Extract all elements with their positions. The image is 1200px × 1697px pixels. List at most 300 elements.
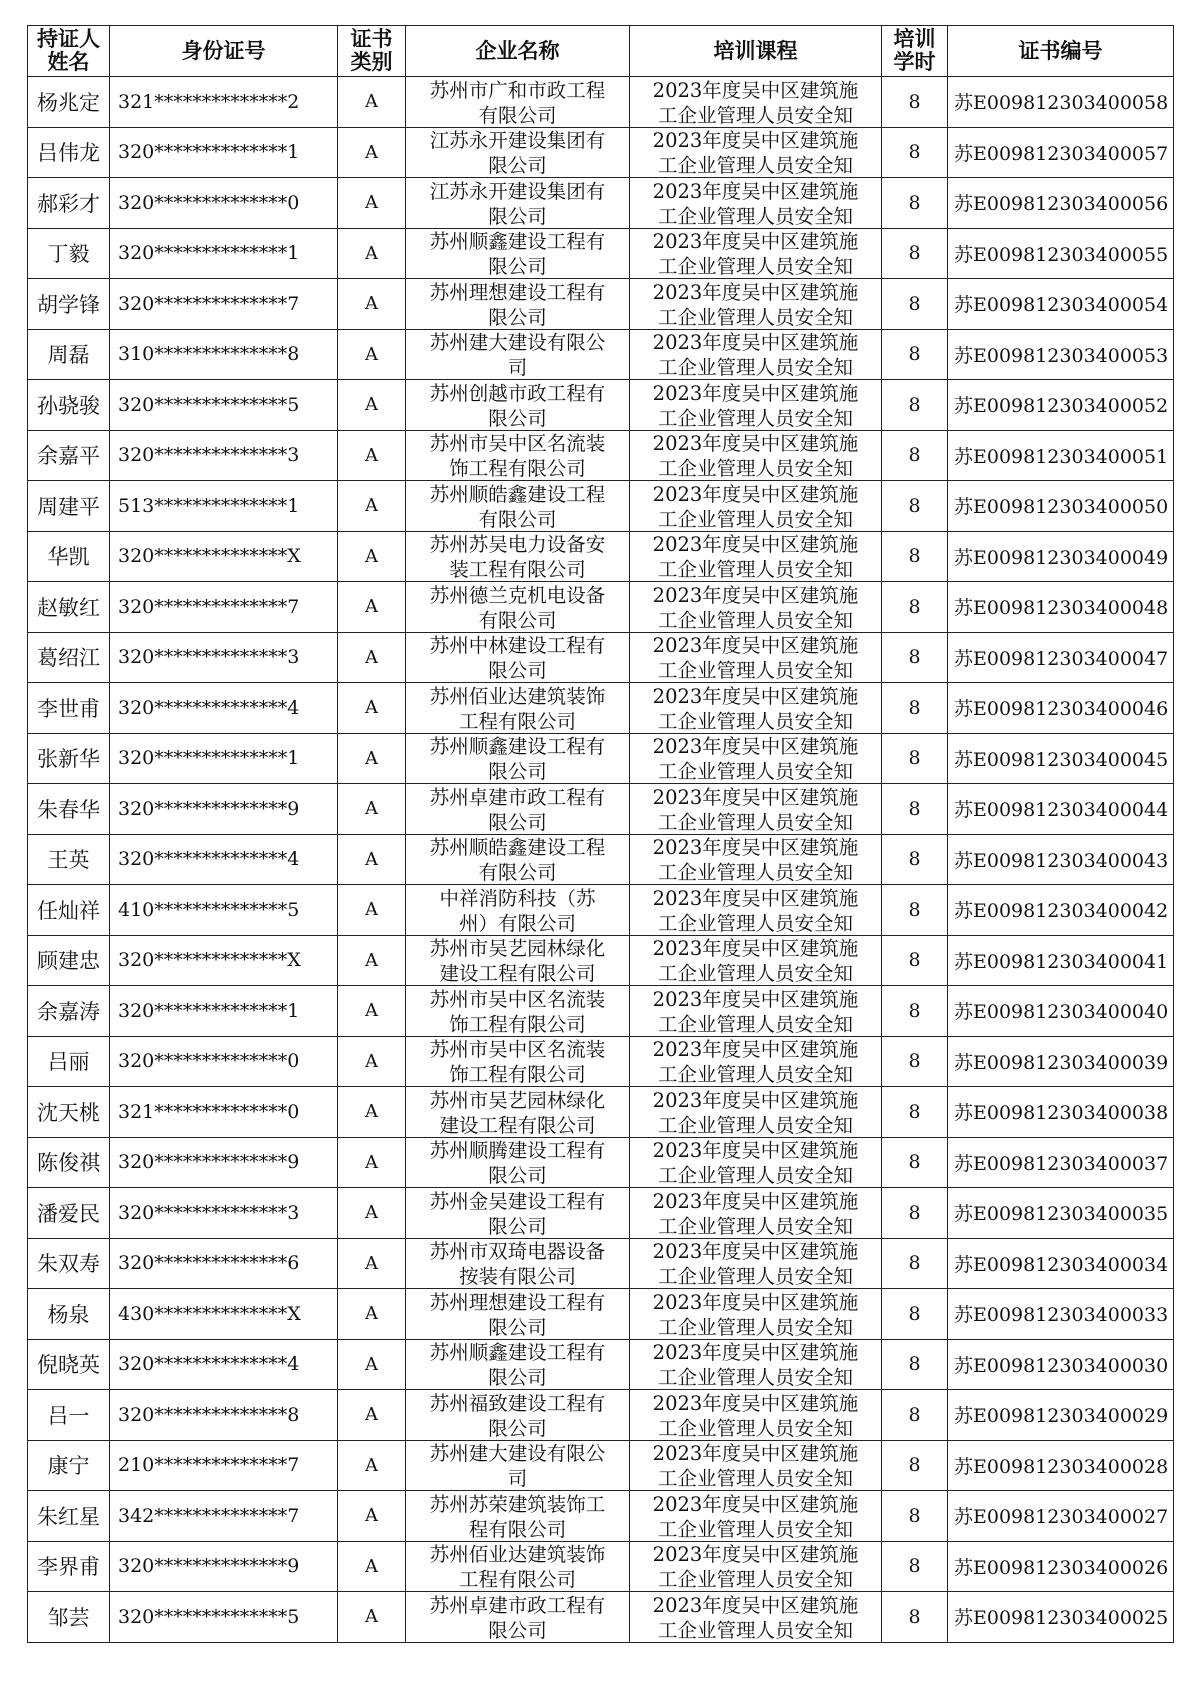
cell-course bbox=[630, 77, 882, 128]
cell-hours: 8 bbox=[882, 733, 948, 784]
table-row bbox=[28, 228, 1174, 279]
cell-id-number: 321**************2 bbox=[110, 77, 338, 128]
cell-id-number: 320**************7 bbox=[110, 279, 338, 330]
cell-hours: 8 bbox=[882, 784, 948, 835]
cell-company bbox=[406, 986, 630, 1037]
cell-course bbox=[630, 1036, 882, 1087]
company-line-2: 有限公司 bbox=[478, 861, 557, 884]
cell-cert-number: 苏E009812303400043 bbox=[948, 834, 1174, 885]
company-line-1: 苏州理想建设工程有 bbox=[429, 280, 606, 304]
company-line-2: 限公司 bbox=[488, 1214, 547, 1237]
company-line-2: 装工程有限公司 bbox=[449, 558, 586, 581]
table-row bbox=[28, 885, 1174, 936]
company-line-1: 苏州市吴艺园林绿化 bbox=[429, 937, 606, 961]
company-line-2: 有限公司 bbox=[478, 507, 557, 530]
cell-cert-category: A bbox=[338, 279, 406, 330]
company-line-1: 苏州市吴艺园林绿化 bbox=[429, 1088, 606, 1112]
company-line-1: 中祥消防科技（苏 bbox=[439, 886, 596, 910]
cell-hours: 8 bbox=[882, 228, 948, 279]
course-line-1: 2023年度吴中区建筑施 bbox=[652, 1088, 859, 1112]
table-header-row bbox=[28, 26, 1174, 77]
company-line-2: 饰工程有限公司 bbox=[449, 457, 586, 480]
cell-cert-category: A bbox=[338, 1289, 406, 1340]
course-line-2: 工企业管理人员安全知 bbox=[657, 608, 853, 631]
cell-holder-name: 胡学锋 bbox=[28, 279, 110, 330]
cell-cert-number: 苏E009812303400035 bbox=[948, 1188, 1174, 1239]
course-line-1: 2023年度吴中区建筑施 bbox=[652, 381, 859, 405]
course-line-1: 2023年度吴中区建筑施 bbox=[652, 886, 859, 910]
cell-hours: 8 bbox=[882, 1541, 948, 1592]
course-line-2: 工企业管理人员安全知 bbox=[657, 255, 853, 278]
table-row bbox=[28, 279, 1174, 330]
cell-company bbox=[406, 430, 630, 481]
cell-cert-category: A bbox=[338, 834, 406, 885]
cell-cert-number: 苏E009812303400041 bbox=[948, 935, 1174, 986]
cell-cert-category: A bbox=[338, 430, 406, 481]
cell-id-number: 320**************5 bbox=[110, 1592, 338, 1643]
course-line-1: 2023年度吴中区建筑施 bbox=[652, 1492, 859, 1516]
table-row bbox=[28, 1440, 1174, 1491]
course-line-1: 2023年度吴中区建筑施 bbox=[652, 583, 859, 607]
course-line-2: 工企业管理人员安全知 bbox=[657, 911, 853, 934]
table-row bbox=[28, 329, 1174, 380]
cell-company bbox=[406, 380, 630, 431]
company-line-2: 限公司 bbox=[488, 1416, 547, 1439]
course-line-1: 2023年度吴中区建筑施 bbox=[652, 533, 859, 557]
header-holder-name: 持证人 姓名 bbox=[28, 26, 110, 77]
cell-holder-name: 朱红星 bbox=[28, 1491, 110, 1542]
course-line-1: 2023年度吴中区建筑施 bbox=[652, 684, 859, 708]
company-line-2: 限公司 bbox=[488, 760, 547, 783]
cell-company bbox=[406, 1036, 630, 1087]
cell-company bbox=[406, 1541, 630, 1592]
cell-course bbox=[630, 1491, 882, 1542]
company-line-2: 限公司 bbox=[488, 1366, 547, 1389]
cell-cert-number: 苏E009812303400039 bbox=[948, 1036, 1174, 1087]
cell-company bbox=[406, 1137, 630, 1188]
cell-hours: 8 bbox=[882, 430, 948, 481]
cell-course bbox=[630, 430, 882, 481]
company-line-2: 限公司 bbox=[488, 1618, 547, 1641]
cell-id-number: 320**************8 bbox=[110, 1390, 338, 1441]
cell-hours: 8 bbox=[882, 127, 948, 178]
cell-holder-name: 杨泉 bbox=[28, 1289, 110, 1340]
cell-hours: 8 bbox=[882, 885, 948, 936]
cell-cert-category: A bbox=[338, 733, 406, 784]
course-line-1: 2023年度吴中区建筑施 bbox=[652, 280, 859, 304]
course-line-2: 工企业管理人员安全知 bbox=[657, 861, 853, 884]
table-row bbox=[28, 1289, 1174, 1340]
course-line-2: 工企业管理人员安全知 bbox=[657, 103, 853, 126]
cell-hours: 8 bbox=[882, 1339, 948, 1390]
company-line-2: 州）有限公司 bbox=[458, 911, 576, 934]
cell-company bbox=[406, 784, 630, 835]
company-line-2: 限公司 bbox=[488, 1164, 547, 1187]
cell-company bbox=[406, 329, 630, 380]
company-line-2: 有限公司 bbox=[478, 103, 557, 126]
company-line-1: 江苏永开建设集团有 bbox=[429, 129, 606, 153]
table-row bbox=[28, 632, 1174, 683]
cell-cert-category: A bbox=[338, 1238, 406, 1289]
cell-course bbox=[630, 481, 882, 532]
cell-id-number: 513**************1 bbox=[110, 481, 338, 532]
cell-holder-name: 潘爱民 bbox=[28, 1188, 110, 1239]
company-line-2: 限公司 bbox=[488, 154, 547, 177]
table-row bbox=[28, 1137, 1174, 1188]
table-row bbox=[28, 784, 1174, 835]
cell-id-number: 310**************8 bbox=[110, 329, 338, 380]
course-line-1: 2023年度吴中区建筑施 bbox=[652, 937, 859, 961]
table-row bbox=[28, 935, 1174, 986]
cell-course bbox=[630, 935, 882, 986]
cell-cert-number: 苏E009812303400030 bbox=[948, 1339, 1174, 1390]
company-line-1: 苏州苏荣建筑装饰工 bbox=[429, 1492, 606, 1516]
course-line-2: 工企业管理人员安全知 bbox=[657, 1012, 853, 1035]
cell-cert-number: 苏E009812303400040 bbox=[948, 986, 1174, 1037]
course-line-2: 工企业管理人员安全知 bbox=[657, 1265, 853, 1288]
company-line-1: 苏州建大建设有限公 bbox=[429, 1442, 606, 1466]
cell-company bbox=[406, 1087, 630, 1138]
cell-holder-name: 李界甫 bbox=[28, 1541, 110, 1592]
cell-cert-number: 苏E009812303400054 bbox=[948, 279, 1174, 330]
table-row bbox=[28, 1541, 1174, 1592]
table-row bbox=[28, 733, 1174, 784]
cell-hours: 8 bbox=[882, 77, 948, 128]
course-line-2: 工企业管理人员安全知 bbox=[657, 1618, 853, 1641]
cell-cert-number: 苏E009812303400056 bbox=[948, 178, 1174, 229]
cell-id-number: 320**************X bbox=[110, 531, 338, 582]
company-line-2: 按装有限公司 bbox=[458, 1265, 576, 1288]
cell-holder-name: 周建平 bbox=[28, 481, 110, 532]
course-line-2: 工企业管理人员安全知 bbox=[657, 507, 853, 530]
company-line-2: 工程有限公司 bbox=[458, 1568, 576, 1591]
table-row bbox=[28, 986, 1174, 1037]
company-line-2: 司 bbox=[507, 1467, 528, 1490]
course-line-1: 2023年度吴中区建筑施 bbox=[652, 1189, 859, 1213]
cell-id-number: 320**************1 bbox=[110, 228, 338, 279]
cell-cert-number: 苏E009812303400037 bbox=[948, 1137, 1174, 1188]
company-line-1: 苏州顺皓鑫建设工程 bbox=[429, 836, 606, 860]
header-id-number: 身份证号 bbox=[110, 26, 338, 77]
cell-hours: 8 bbox=[882, 935, 948, 986]
cell-cert-number: 苏E009812303400027 bbox=[948, 1491, 1174, 1542]
cell-course bbox=[630, 228, 882, 279]
course-line-1: 2023年度吴中区建筑施 bbox=[652, 432, 859, 456]
table-row bbox=[28, 1238, 1174, 1289]
course-line-2: 工企业管理人员安全知 bbox=[657, 457, 853, 480]
course-line-2: 工企业管理人员安全知 bbox=[657, 1164, 853, 1187]
table-row bbox=[28, 531, 1174, 582]
cell-cert-number: 苏E009812303400038 bbox=[948, 1087, 1174, 1138]
company-line-1: 苏州佰业达建筑装饰 bbox=[429, 1543, 606, 1567]
cell-holder-name: 郝彩才 bbox=[28, 178, 110, 229]
company-line-2: 工程有限公司 bbox=[458, 709, 576, 732]
cell-company bbox=[406, 1390, 630, 1441]
cell-hours: 8 bbox=[882, 986, 948, 1037]
cell-cert-number: 苏E009812303400046 bbox=[948, 683, 1174, 734]
course-line-2: 工企业管理人员安全知 bbox=[657, 356, 853, 379]
course-line-1: 2023年度吴中区建筑施 bbox=[652, 78, 859, 102]
cell-cert-number: 苏E009812303400049 bbox=[948, 531, 1174, 582]
cell-holder-name: 顾建忠 bbox=[28, 935, 110, 986]
course-line-2: 工企业管理人员安全知 bbox=[657, 406, 853, 429]
cell-course bbox=[630, 178, 882, 229]
cell-holder-name: 李世甫 bbox=[28, 683, 110, 734]
cell-cert-number: 苏E009812303400034 bbox=[948, 1238, 1174, 1289]
cell-id-number: 320**************9 bbox=[110, 1137, 338, 1188]
cell-cert-number: 苏E009812303400055 bbox=[948, 228, 1174, 279]
cell-cert-category: A bbox=[338, 986, 406, 1037]
cell-id-number: 430**************X bbox=[110, 1289, 338, 1340]
company-line-2: 建设工程有限公司 bbox=[439, 1113, 596, 1136]
cell-cert-category: A bbox=[338, 683, 406, 734]
cell-cert-number: 苏E009812303400047 bbox=[948, 632, 1174, 683]
cell-cert-number: 苏E009812303400025 bbox=[948, 1592, 1174, 1643]
company-line-2: 饰工程有限公司 bbox=[449, 1012, 586, 1035]
course-line-2: 工企业管理人员安全知 bbox=[657, 962, 853, 985]
table-row bbox=[28, 77, 1174, 128]
cell-cert-number: 苏E009812303400050 bbox=[948, 481, 1174, 532]
course-line-1: 2023年度吴中区建筑施 bbox=[652, 1593, 859, 1617]
cell-course bbox=[630, 1238, 882, 1289]
cell-cert-category: A bbox=[338, 1339, 406, 1390]
cell-holder-name: 丁毅 bbox=[28, 228, 110, 279]
course-line-1: 2023年度吴中区建筑施 bbox=[652, 987, 859, 1011]
table-row bbox=[28, 178, 1174, 229]
cell-course bbox=[630, 1339, 882, 1390]
cell-id-number: 320**************3 bbox=[110, 632, 338, 683]
course-line-1: 2023年度吴中区建筑施 bbox=[652, 735, 859, 759]
cell-id-number: 210**************7 bbox=[110, 1440, 338, 1491]
course-line-2: 工企业管理人员安全知 bbox=[657, 1063, 853, 1086]
company-line-1: 苏州市吴中区名流装 bbox=[429, 432, 606, 456]
cell-hours: 8 bbox=[882, 834, 948, 885]
cell-cert-number: 苏E009812303400057 bbox=[948, 127, 1174, 178]
cell-cert-category: A bbox=[338, 885, 406, 936]
cell-course bbox=[630, 834, 882, 885]
cell-cert-category: A bbox=[338, 1036, 406, 1087]
cell-cert-number: 苏E009812303400045 bbox=[948, 733, 1174, 784]
company-line-1: 苏州金吴建设工程有 bbox=[429, 1189, 606, 1213]
cell-hours: 8 bbox=[882, 1188, 948, 1239]
company-line-2: 建设工程有限公司 bbox=[439, 962, 596, 985]
course-line-2: 工企业管理人员安全知 bbox=[657, 1568, 853, 1591]
cell-course bbox=[630, 1592, 882, 1643]
cell-holder-name: 孙骁骏 bbox=[28, 380, 110, 431]
company-line-1: 苏州市双琦电器设备 bbox=[429, 1240, 606, 1264]
header-hours: 培训 学时 bbox=[882, 26, 948, 77]
header-company: 企业名称 bbox=[406, 26, 630, 77]
cell-id-number: 320**************3 bbox=[110, 1188, 338, 1239]
cell-cert-number: 苏E009812303400026 bbox=[948, 1541, 1174, 1592]
company-line-1: 苏州卓建市政工程有 bbox=[429, 785, 606, 809]
cell-id-number: 320**************9 bbox=[110, 1541, 338, 1592]
cell-id-number: 320**************3 bbox=[110, 430, 338, 481]
cell-id-number: 320**************0 bbox=[110, 1036, 338, 1087]
header-cert-number: 证书编号 bbox=[948, 26, 1174, 77]
table-row bbox=[28, 834, 1174, 885]
cell-course bbox=[630, 531, 882, 582]
header-cert-category: 证书 类别 bbox=[338, 26, 406, 77]
cell-id-number: 320**************6 bbox=[110, 1238, 338, 1289]
company-line-2: 限公司 bbox=[488, 305, 547, 328]
cell-company bbox=[406, 1440, 630, 1491]
company-line-1: 苏州顺鑫建设工程有 bbox=[429, 1341, 606, 1365]
cell-holder-name: 华凯 bbox=[28, 531, 110, 582]
course-line-1: 2023年度吴中区建筑施 bbox=[652, 482, 859, 506]
table-row bbox=[28, 430, 1174, 481]
cell-cert-category: A bbox=[338, 935, 406, 986]
cell-company bbox=[406, 77, 630, 128]
course-line-1: 2023年度吴中区建筑施 bbox=[652, 331, 859, 355]
cell-hours: 8 bbox=[882, 531, 948, 582]
cell-company bbox=[406, 1289, 630, 1340]
company-line-2: 司 bbox=[507, 356, 528, 379]
cell-holder-name: 王英 bbox=[28, 834, 110, 885]
table-row bbox=[28, 127, 1174, 178]
cell-holder-name: 余嘉平 bbox=[28, 430, 110, 481]
table-row bbox=[28, 683, 1174, 734]
course-line-2: 工企业管理人员安全知 bbox=[657, 1315, 853, 1338]
cell-course bbox=[630, 1087, 882, 1138]
cell-id-number: 410**************5 bbox=[110, 885, 338, 936]
certificate-table bbox=[27, 25, 1174, 1643]
cell-company bbox=[406, 228, 630, 279]
company-line-1: 苏州德兰克机电设备 bbox=[429, 583, 606, 607]
course-line-1: 2023年度吴中区建筑施 bbox=[652, 1139, 859, 1163]
cell-company bbox=[406, 935, 630, 986]
cell-id-number: 320**************0 bbox=[110, 178, 338, 229]
cell-course bbox=[630, 1440, 882, 1491]
company-line-1: 苏州市广和市政工程 bbox=[429, 78, 606, 102]
cell-course bbox=[630, 582, 882, 633]
cell-holder-name: 任灿祥 bbox=[28, 885, 110, 936]
cell-holder-name: 沈天桃 bbox=[28, 1087, 110, 1138]
course-line-2: 工企业管理人员安全知 bbox=[657, 558, 853, 581]
company-line-2: 限公司 bbox=[488, 255, 547, 278]
table-row bbox=[28, 481, 1174, 532]
course-line-2: 工企业管理人员安全知 bbox=[657, 1113, 853, 1136]
cell-id-number: 320**************1 bbox=[110, 986, 338, 1037]
cell-cert-category: A bbox=[338, 77, 406, 128]
course-line-1: 2023年度吴中区建筑施 bbox=[652, 129, 859, 153]
cell-id-number: 342**************7 bbox=[110, 1491, 338, 1542]
cell-cert-number: 苏E009812303400051 bbox=[948, 430, 1174, 481]
cell-cert-number: 苏E009812303400042 bbox=[948, 885, 1174, 936]
cell-id-number: 320**************1 bbox=[110, 733, 338, 784]
cell-company bbox=[406, 481, 630, 532]
course-line-1: 2023年度吴中区建筑施 bbox=[652, 1442, 859, 1466]
cell-id-number: 320**************4 bbox=[110, 1339, 338, 1390]
cell-hours: 8 bbox=[882, 1289, 948, 1340]
table-row bbox=[28, 1188, 1174, 1239]
company-line-1: 苏州顺鑫建设工程有 bbox=[429, 735, 606, 759]
cell-cert-number: 苏E009812303400058 bbox=[948, 77, 1174, 128]
cell-holder-name: 邹芸 bbox=[28, 1592, 110, 1643]
cell-cert-number: 苏E009812303400044 bbox=[948, 784, 1174, 835]
cell-holder-name: 杨兆定 bbox=[28, 77, 110, 128]
cell-course bbox=[630, 885, 882, 936]
cell-hours: 8 bbox=[882, 1390, 948, 1441]
table-row bbox=[28, 1036, 1174, 1087]
cell-course bbox=[630, 127, 882, 178]
company-line-2: 限公司 bbox=[488, 204, 547, 227]
cell-hours: 8 bbox=[882, 380, 948, 431]
course-line-2: 工企业管理人员安全知 bbox=[657, 659, 853, 682]
cell-id-number: 320**************4 bbox=[110, 683, 338, 734]
company-line-2: 饰工程有限公司 bbox=[449, 1063, 586, 1086]
company-line-1: 苏州顺皓鑫建设工程 bbox=[429, 482, 606, 506]
cell-course bbox=[630, 380, 882, 431]
company-line-1: 苏州苏吴电力设备安 bbox=[429, 533, 606, 557]
cell-holder-name: 张新华 bbox=[28, 733, 110, 784]
company-line-1: 苏州市吴中区名流装 bbox=[429, 987, 606, 1011]
cell-hours: 8 bbox=[882, 1137, 948, 1188]
cell-cert-number: 苏E009812303400029 bbox=[948, 1390, 1174, 1441]
company-line-2: 限公司 bbox=[488, 659, 547, 682]
cell-company bbox=[406, 1491, 630, 1542]
course-line-2: 工企业管理人员安全知 bbox=[657, 1214, 853, 1237]
company-line-1: 苏州理想建设工程有 bbox=[429, 1290, 606, 1314]
course-line-2: 工企业管理人员安全知 bbox=[657, 305, 853, 328]
cell-cert-number: 苏E009812303400052 bbox=[948, 380, 1174, 431]
cell-holder-name: 吕丽 bbox=[28, 1036, 110, 1087]
cell-holder-name: 朱双寿 bbox=[28, 1238, 110, 1289]
cell-id-number: 321**************0 bbox=[110, 1087, 338, 1138]
cell-company bbox=[406, 632, 630, 683]
cell-cert-category: A bbox=[338, 228, 406, 279]
cell-course bbox=[630, 1541, 882, 1592]
cell-id-number: 320**************4 bbox=[110, 834, 338, 885]
cell-holder-name: 吕一 bbox=[28, 1390, 110, 1441]
course-line-2: 工企业管理人员安全知 bbox=[657, 1416, 853, 1439]
table-row bbox=[28, 1491, 1174, 1542]
cell-hours: 8 bbox=[882, 1491, 948, 1542]
course-line-1: 2023年度吴中区建筑施 bbox=[652, 1341, 859, 1365]
certificate-table-sheet bbox=[27, 25, 1173, 1643]
course-line-1: 2023年度吴中区建筑施 bbox=[652, 836, 859, 860]
cell-hours: 8 bbox=[882, 1592, 948, 1643]
cell-hours: 8 bbox=[882, 1440, 948, 1491]
cell-course bbox=[630, 632, 882, 683]
company-line-1: 苏州佰业达建筑装饰 bbox=[429, 684, 606, 708]
cell-cert-category: A bbox=[338, 178, 406, 229]
course-line-1: 2023年度吴中区建筑施 bbox=[652, 230, 859, 254]
cell-holder-name: 周磊 bbox=[28, 329, 110, 380]
course-line-2: 工企业管理人员安全知 bbox=[657, 154, 853, 177]
cell-cert-category: A bbox=[338, 1491, 406, 1542]
cell-cert-category: A bbox=[338, 481, 406, 532]
cell-company bbox=[406, 885, 630, 936]
cell-course bbox=[630, 784, 882, 835]
company-line-1: 苏州福致建设工程有 bbox=[429, 1391, 606, 1415]
cell-course bbox=[630, 1390, 882, 1441]
cell-company bbox=[406, 683, 630, 734]
cell-cert-category: A bbox=[338, 380, 406, 431]
cell-cert-category: A bbox=[338, 1188, 406, 1239]
course-line-1: 2023年度吴中区建筑施 bbox=[652, 1240, 859, 1264]
course-line-1: 2023年度吴中区建筑施 bbox=[652, 1391, 859, 1415]
cell-cert-category: A bbox=[338, 784, 406, 835]
cell-hours: 8 bbox=[882, 1087, 948, 1138]
cell-cert-category: A bbox=[338, 1592, 406, 1643]
course-line-2: 工企业管理人员安全知 bbox=[657, 1517, 853, 1540]
cell-company bbox=[406, 1188, 630, 1239]
company-line-1: 苏州顺鑫建设工程有 bbox=[429, 230, 606, 254]
cell-course bbox=[630, 683, 882, 734]
cell-holder-name: 倪晓英 bbox=[28, 1339, 110, 1390]
table-row bbox=[28, 1390, 1174, 1441]
